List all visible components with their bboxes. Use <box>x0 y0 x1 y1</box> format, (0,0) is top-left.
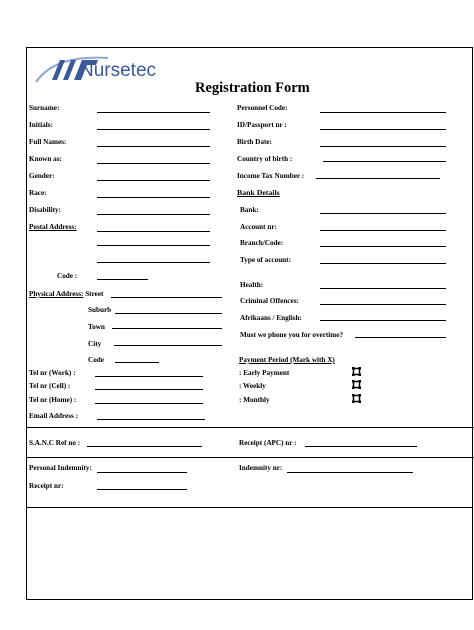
health-field[interactable] <box>320 288 446 289</box>
branch-code-label: Branch/Code: <box>240 239 284 247</box>
town-label: Town <box>88 323 105 331</box>
postal-code-label: Code : <box>57 272 78 280</box>
tel-work-field[interactable] <box>95 376 203 377</box>
section-divider <box>26 507 473 508</box>
bank-field[interactable] <box>320 213 446 214</box>
afrikaans-english-label: Afrikaans / English: <box>240 314 302 322</box>
personnel-code-label: Personnel Code: <box>237 104 288 112</box>
race-field[interactable] <box>97 197 210 198</box>
receipt-nr-label: Receipt nr: <box>29 482 64 490</box>
initials-label: Initials: <box>29 121 53 129</box>
birth-date-label: Birth Date: <box>237 138 272 146</box>
bank-details-heading: Bank Details <box>237 188 280 197</box>
receipt-nr-field[interactable] <box>97 489 187 490</box>
account-nr-label: Account nr: <box>240 223 277 231</box>
receipt-apc-field[interactable] <box>305 446 417 447</box>
personal-indemnity-field[interactable] <box>97 472 187 473</box>
tel-home-label: Tel nr (Home) : <box>29 396 77 404</box>
weekly-label: : Weekly <box>239 382 266 390</box>
health-label: Health: <box>240 281 264 289</box>
physical-address-label: Physical Address: <box>29 290 84 298</box>
early-payment-checkbox-icon[interactable] <box>352 367 361 376</box>
personnel-code-field[interactable] <box>320 112 446 113</box>
frame-tick-line <box>455 427 474 428</box>
gender-field[interactable] <box>97 180 210 181</box>
email-label: Email Address : <box>29 412 78 420</box>
surname-label: Surname: <box>29 104 60 112</box>
country-of-birth-field[interactable] <box>323 161 446 162</box>
tel-cell-label: Tel nr (Cell) : <box>29 382 71 390</box>
receipt-apc-label: Receipt (APC) nr : <box>239 439 297 447</box>
country-of-birth-label: Country of birth : <box>237 155 293 163</box>
postal-code-field[interactable] <box>97 279 148 280</box>
monthly-label: : Monthly <box>239 396 270 404</box>
postal-address-line-3[interactable] <box>97 262 210 263</box>
initials-field[interactable] <box>97 129 210 130</box>
street-field[interactable] <box>111 297 222 298</box>
sanc-ref-field[interactable] <box>87 446 202 447</box>
tel-cell-field[interactable] <box>95 389 203 390</box>
indemnity-nr-label: Indemnity nr: <box>239 464 283 472</box>
postal-address-line-2[interactable] <box>97 245 210 246</box>
section-divider <box>26 427 455 428</box>
email-field[interactable] <box>97 419 205 420</box>
company-name: Nursetec <box>80 60 157 81</box>
income-tax-field[interactable] <box>316 178 440 179</box>
suburb-label: Suburb <box>88 306 112 314</box>
full-names-field[interactable] <box>97 146 210 147</box>
known-as-field[interactable] <box>97 163 210 164</box>
town-field[interactable] <box>112 328 222 329</box>
race-label: Race: <box>29 189 47 197</box>
indemnity-nr-field[interactable] <box>287 472 413 473</box>
branch-code-field[interactable] <box>320 246 446 247</box>
sanc-ref-label: S.A.N.C Ref no : <box>29 439 81 447</box>
gender-label: Gender: <box>29 172 55 180</box>
account-nr-field[interactable] <box>320 230 446 231</box>
full-names-label: Full Names: <box>29 138 67 146</box>
early-payment-label: : Early Payment <box>239 369 290 377</box>
overtime-answer-field[interactable] <box>355 337 446 338</box>
criminal-offences-field[interactable] <box>320 304 446 305</box>
street-label: Street <box>85 290 104 298</box>
section-divider <box>26 457 455 458</box>
id-passport-field[interactable] <box>320 129 446 130</box>
birth-date-field[interactable] <box>320 146 446 147</box>
afrikaans-english-field[interactable] <box>320 320 446 321</box>
physical-code-label: Code <box>88 356 104 364</box>
form-title: Registration Form <box>195 80 310 96</box>
city-field[interactable] <box>114 345 222 346</box>
overtime-question-label: Must we phone you for overtime? <box>240 331 344 339</box>
city-label: City <box>88 340 102 348</box>
income-tax-label: Income Tax Number : <box>237 172 305 180</box>
frame-tick-line <box>455 457 474 458</box>
criminal-offences-label: Criminal Offences: <box>240 297 299 305</box>
suburb-field[interactable] <box>115 313 222 314</box>
type-of-account-field[interactable] <box>320 263 446 264</box>
disability-label: Disability: <box>29 206 61 214</box>
tel-home-field[interactable] <box>95 403 203 404</box>
known-as-label: Known as: <box>29 155 62 163</box>
bank-label: Bank: <box>240 206 259 214</box>
personal-indemnity-label: Personal Indemnity: <box>29 464 92 472</box>
surname-field[interactable] <box>97 112 210 113</box>
postal-address-line-1[interactable] <box>97 231 210 232</box>
postal-address-label: Postal Address: <box>29 223 77 231</box>
tel-work-label: Tel nr (Work) : <box>29 369 76 377</box>
payment-period-heading: Payment Period (Mark with X) <box>239 356 335 364</box>
type-of-account-label: Type of account: <box>240 256 291 264</box>
disability-field[interactable] <box>97 214 210 215</box>
physical-code-field[interactable] <box>115 362 159 363</box>
weekly-checkbox-icon[interactable] <box>352 380 361 389</box>
monthly-checkbox-icon[interactable] <box>352 394 361 403</box>
id-passport-label: ID/Passport nr : <box>237 121 287 129</box>
